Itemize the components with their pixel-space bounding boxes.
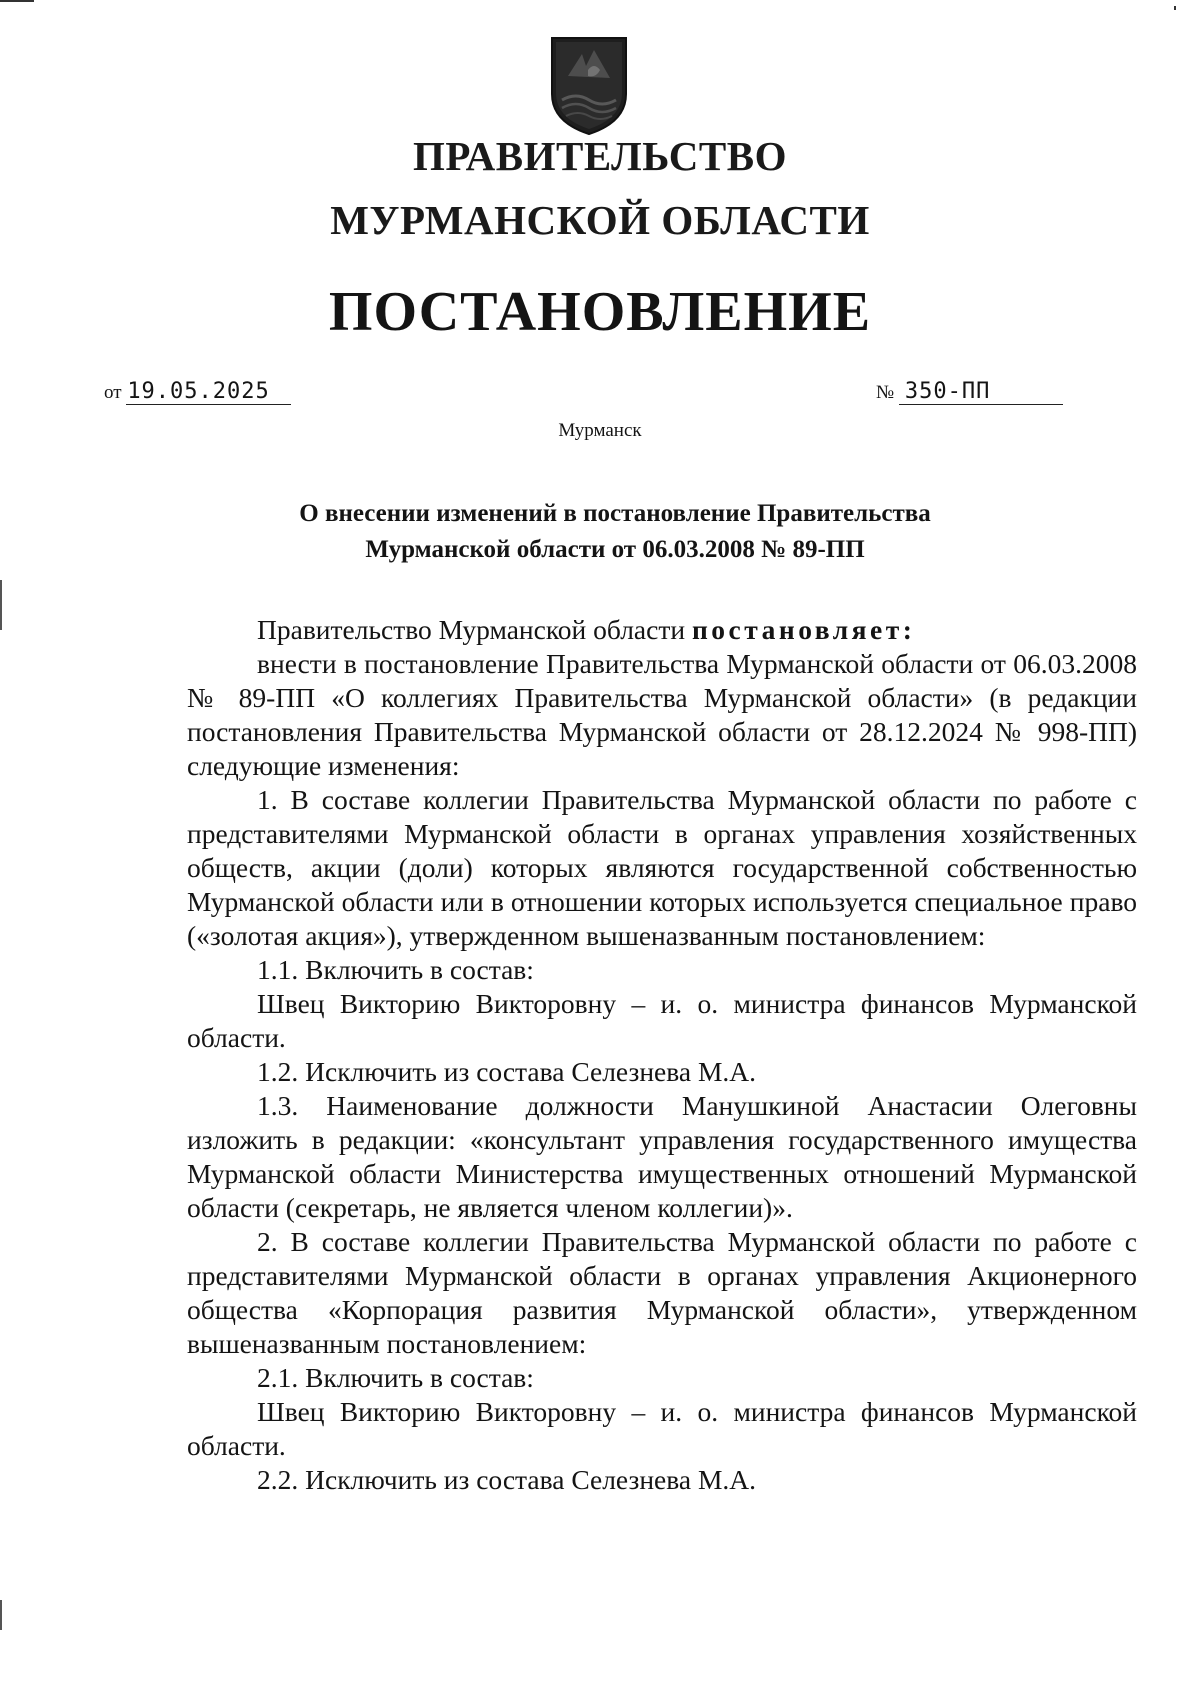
document-subject: [200, 496, 1030, 568]
number-value: 350-ПП: [899, 380, 1063, 405]
document-number: [876, 380, 1063, 405]
date-prefix: от: [104, 382, 122, 403]
subject-line2: Мурманской области от 06.03.2008 № 89-ПП: [365, 536, 865, 563]
number-prefix: №: [876, 382, 895, 403]
paragraph-1-1: 1.1. Включить в состав:: [257, 954, 534, 985]
date-value: 19.05.2025: [126, 380, 291, 405]
scan-edge-mark: [0, 0, 34, 2]
paragraph-2-1: 2.1. Включить в состав:: [257, 1362, 534, 1393]
subject-line1: О внесении изменений в постановление Правительства: [299, 500, 931, 527]
intro-lead: Правительство Мурманской области: [257, 614, 692, 645]
scan-edge-mark: [0, 1600, 2, 1630]
intro-action: постановляет:: [691, 614, 916, 645]
paragraph-1-3: 1.3. Наименование должности Манушкиной Анастасии Олеговны изложить в редакции: «консультант управления государственного имущества Мурманской области Министерства имущественных отношений Мурманской области (секретарь, не является членом коллегии)».: [187, 1090, 1137, 1223]
intro-paragraph: [187, 613, 1137, 647]
document-date: [104, 380, 291, 405]
government-name-line2: МУРМАНСКОЙ ОБЛАСТИ: [330, 197, 870, 243]
coat-of-arms-icon: [548, 36, 630, 136]
document-body: [187, 613, 1137, 1497]
government-name-line1: ПРАВИТЕЛЬСТВО: [412, 133, 788, 179]
paragraph-1: 1. В составе коллегии Правительства Мурманской области по работе с представителями Мурманской области в органах управления хозяйственных обществ, акции (доли) которых являются государственной собственностью Мурманской области или в отношении которых используется специальное право («золотая акция»), утвержденном вышеназванным постановлением:: [187, 784, 1137, 951]
paragraph-1-1-person: Швец Викторию Викторовну – и. о. министра финансов Мурманской области.: [187, 988, 1137, 1053]
paragraph-2-2: 2.2. Исключить из состава Селезнева М.А.: [257, 1464, 757, 1495]
document-type-title: ПОСТАНОВЛЕНИЕ: [328, 281, 872, 343]
paragraph-2: 2. В составе коллегии Правительства Мурманской области по работе с представителями Мурманской области в органах управления Акционерного общества «Корпорация развития Мурманской области», утвержденном вышеназванным постановлением:: [187, 1226, 1137, 1359]
scan-edge-mark: [1174, 6, 1176, 10]
paragraph-1-2: 1.2. Исключить из состава Селезнева М.А.: [257, 1056, 757, 1087]
main-paragraph: внести в постановление Правительства Мурманской области от 06.03.2008 № 89-ПП «О коллегиях Правительства Мурманской области» (в редакции постановления Правительства Мурманской области от 28.12.2024 № 998-ПП) следующие изменения:: [187, 648, 1137, 781]
paragraph-2-1-person: Швец Викторию Викторовну – и. о. министра финансов Мурманской области.: [187, 1396, 1137, 1461]
issue-city: Мурманск: [558, 420, 642, 441]
scan-edge-mark: [0, 580, 2, 630]
